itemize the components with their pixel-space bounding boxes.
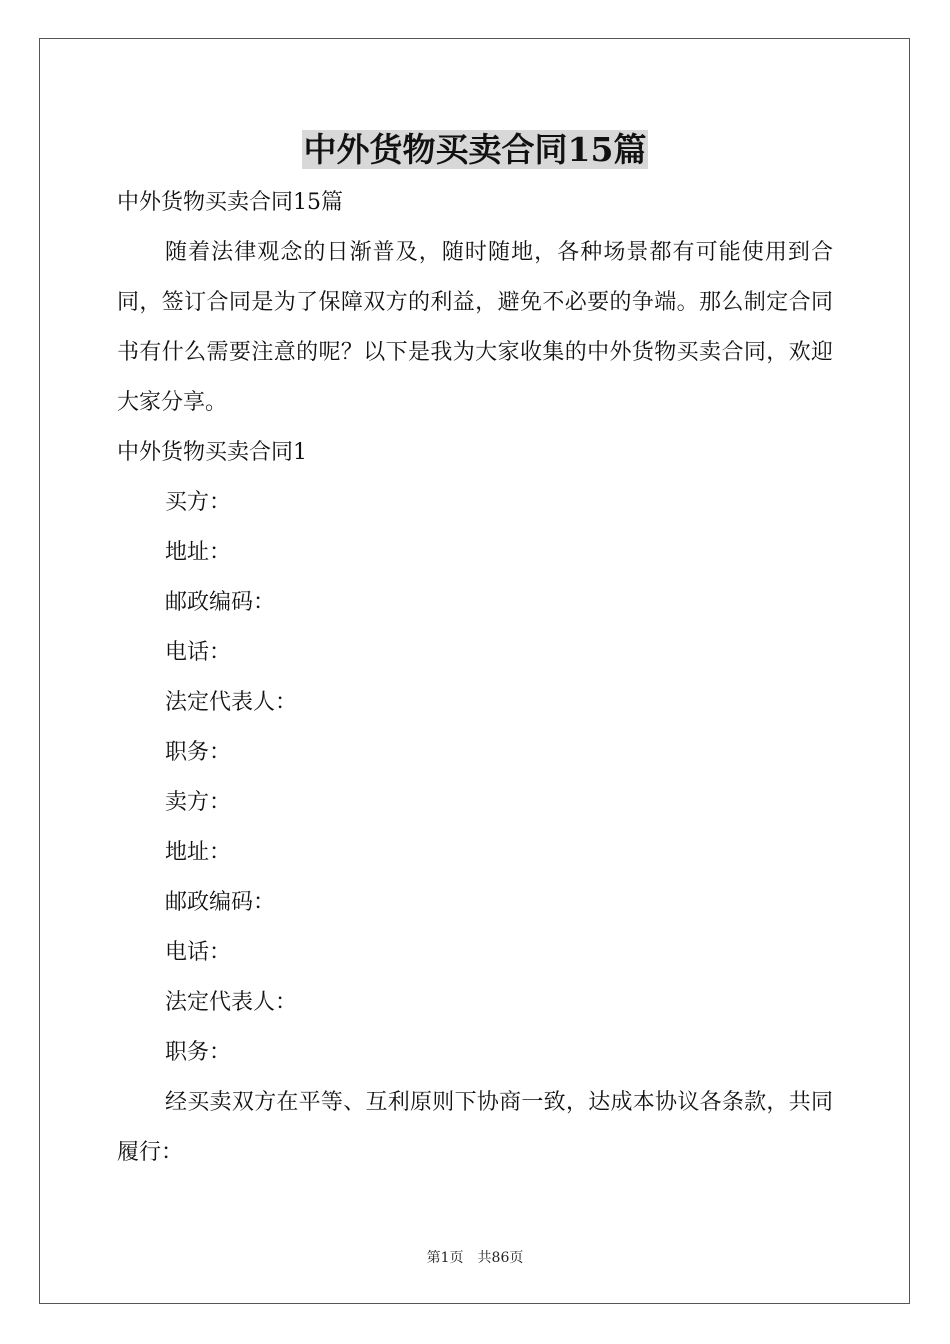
seller-position-field: 职务：: [165, 1040, 232, 1065]
seller-phone-field: 电话：: [165, 940, 232, 965]
page-footer: [0, 1247, 950, 1267]
buyer-party-field: 买方：: [165, 490, 232, 515]
seller-postcode-field: 邮政编码：: [165, 890, 276, 915]
agreement-paragraph: 经买卖双方在平等、互利原则下协商一致，达成本协议各条款，共同履行：: [117, 1090, 833, 1165]
buyer-phone-field: 电话：: [165, 640, 232, 665]
document-title: [0, 124, 950, 176]
seller-legal-rep-field: 法定代表人：: [165, 990, 298, 1015]
document-body: [117, 178, 833, 1178]
buyer-position-field: 职务：: [165, 740, 232, 765]
page-number-total: 共86页: [477, 1250, 524, 1266]
buyer-postcode-field: 邮政编码：: [165, 590, 276, 615]
document-subtitle: 中外货物买卖合同15篇: [117, 190, 343, 215]
page-number-current: 第1页: [426, 1250, 464, 1266]
section-heading: 中外货物买卖合同1: [117, 440, 307, 465]
document-title-text: 中外货物买卖合同15篇: [303, 130, 647, 169]
intro-paragraph: 随着法律观念的日渐普及，随时随地，各种场景都有可能使用到合同，签订合同是为了保障双方的利益，避免不必要的争端。那么制定合同书有什么需要注意的呢？以下是我为大家收集的中外货物买卖合同，欢迎大家分享。: [117, 240, 833, 415]
seller-address-field: 地址：: [165, 840, 232, 865]
seller-party-field: 卖方：: [165, 790, 232, 815]
buyer-legal-rep-field: 法定代表人：: [165, 690, 298, 715]
buyer-address-field: 地址：: [165, 540, 232, 565]
